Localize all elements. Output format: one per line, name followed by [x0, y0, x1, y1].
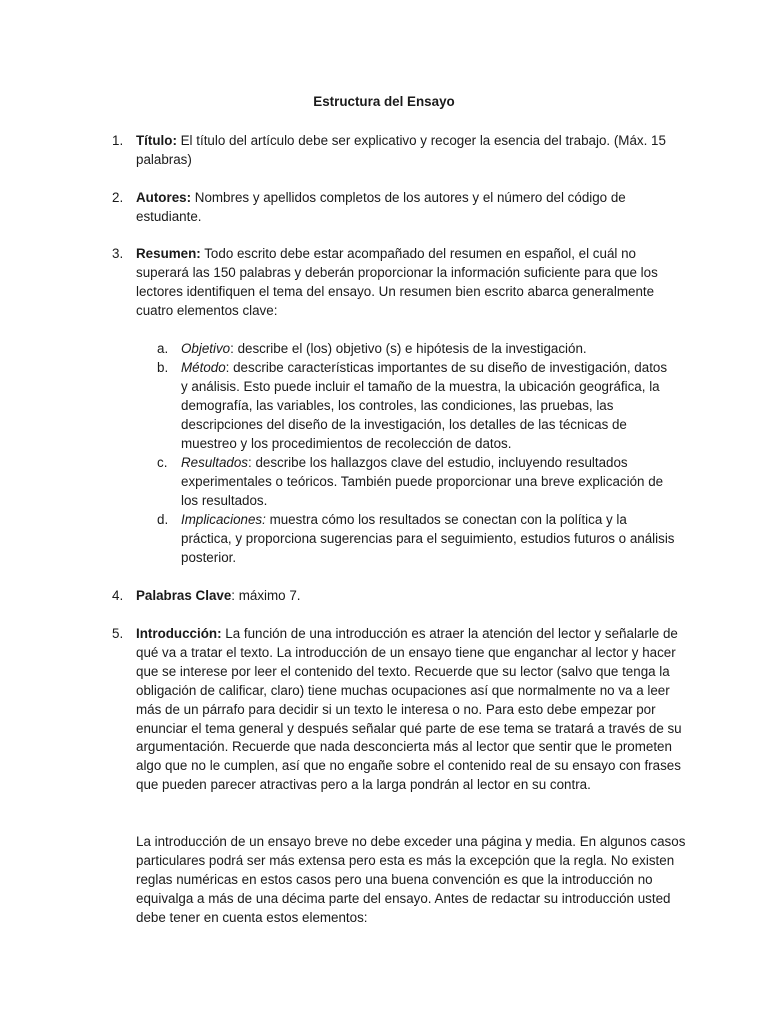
subitem-letter: c.: [157, 455, 168, 470]
item-number: 5.: [112, 626, 124, 641]
sublist-item-metodo: [157, 359, 677, 454]
subitem-body: [181, 454, 677, 511]
item-number: 1.: [112, 133, 124, 148]
item-text: El título del artículo debe ser explicativo y recoger la esencia del trabajo. (Máx. 15 palabras): [136, 133, 666, 167]
subitem-text: : describe características importantes de su diseño de investigación, datos y análisis. Esto puede incluir el tamaño de la muestra, la ubicación geográfica, la demografía, las variables, los controles, las condiciones, las pruebas, las descripciones del diseño de la investigación, los detalles de las técnicas de muestreo y los procedimientos de recolección de datos.: [181, 360, 668, 451]
item-text: Nombres y apellidos completos de los autores y el número del código de estudiante.: [136, 190, 626, 224]
subitem-letter: d.: [157, 512, 169, 527]
sublist-item-implicaciones: [157, 511, 677, 568]
item-body: [136, 245, 692, 321]
subitem-text: muestra cómo los resultados se conectan con la política y la práctica, y proporciona sugerencias para el seguimiento, estudios futuros o análisis posterior.: [181, 512, 675, 565]
sublist-item-resultados: [157, 454, 677, 511]
subitem-letter: a.: [157, 341, 169, 356]
subitem-text: : describe el (los) objetivo (s) e hipótesis de la investigación.: [230, 341, 587, 356]
item-text: La función de una introducción es atraer la atención del lector y señalarle de qué va a tratar el texto. La introducción de un ensayo tiene que enganchar al lector y hacer que se interese por leer el contenido del texto. Recuerde que su lector (salvo que tenga la obligación de calificar, claro) tiene muchas ocupaciones así que normalmente no va a leer más de un párrafo para decidir si un texto le interesa o no. Para esto debe empezar por enunciar el tema general y después señalar qué parte de ese tema se tratará a través de su argumentación. Recuerde que nada desconcierta más al lector que sentir que le prometen algo que no le cumplen, así que no engañe sobre el contenido real de su ensayo con frases que pueden parecer atractivas pero a la larga pondrán al lector en su contra.: [136, 626, 682, 793]
list-item-introduccion: [112, 625, 692, 795]
item-body: [136, 587, 692, 606]
item-label: Introducción:: [136, 626, 222, 641]
intro-paragraph-2: La introducción de un ensayo breve no debe exceder una página y media. En algunos casos particulares podrá ser más extensa pero esta es más la excepción que la regla. No existen reglas numéricas en estos casos pero una buena convención es que la introducción no equivalga a más de una décima parte del ensayo. Antes de redactar su introducción usted debe tener en cuenta estos elementos:: [136, 834, 686, 925]
subitem-label: Objetivo: [181, 341, 231, 356]
subitem-body: [181, 359, 677, 454]
subitem-body: [181, 511, 677, 568]
subitem-label: Método: [181, 360, 226, 375]
document-title: Estructura del Ensayo: [313, 94, 455, 109]
list-item-resumen: [112, 245, 692, 321]
list-item-palabras-clave: [112, 587, 692, 606]
list-item-autores: [112, 189, 692, 227]
subitem-label: Resultados: [181, 455, 248, 470]
item-body: [136, 625, 692, 795]
item-number: 4.: [112, 588, 124, 603]
subitem-label: Implicaciones:: [181, 512, 266, 527]
item-body: [136, 132, 692, 170]
subitem-letter: b.: [157, 360, 169, 375]
item-label: Título:: [136, 133, 177, 148]
item-label: Autores:: [136, 190, 192, 205]
item-label: Resumen:: [136, 246, 201, 261]
item-text: : máximo 7.: [231, 588, 301, 603]
item-label: Palabras Clave: [136, 588, 232, 603]
list-item-titulo: [112, 132, 692, 170]
item-number: 3.: [112, 246, 124, 261]
item-number: 2.: [112, 190, 124, 205]
subitem-text: : describe los hallazgos clave del estudio, incluyendo resultados experimentales o teóricos. También puede proporcionar una breve explicación de los resultados.: [181, 455, 664, 508]
subitem-body: [181, 340, 677, 359]
item-text: Todo escrito debe estar acompañado del resumen en español, el cuál no superará las 150 palabras y deberán proporcionar la información suficiente para que los lectores identifiquen el tema del ensayo. Un resumen bien escrito abarca generalmente cuatro elementos clave:: [136, 246, 658, 318]
sublist-item-objetivo: [157, 340, 677, 359]
item-body: [136, 189, 692, 227]
